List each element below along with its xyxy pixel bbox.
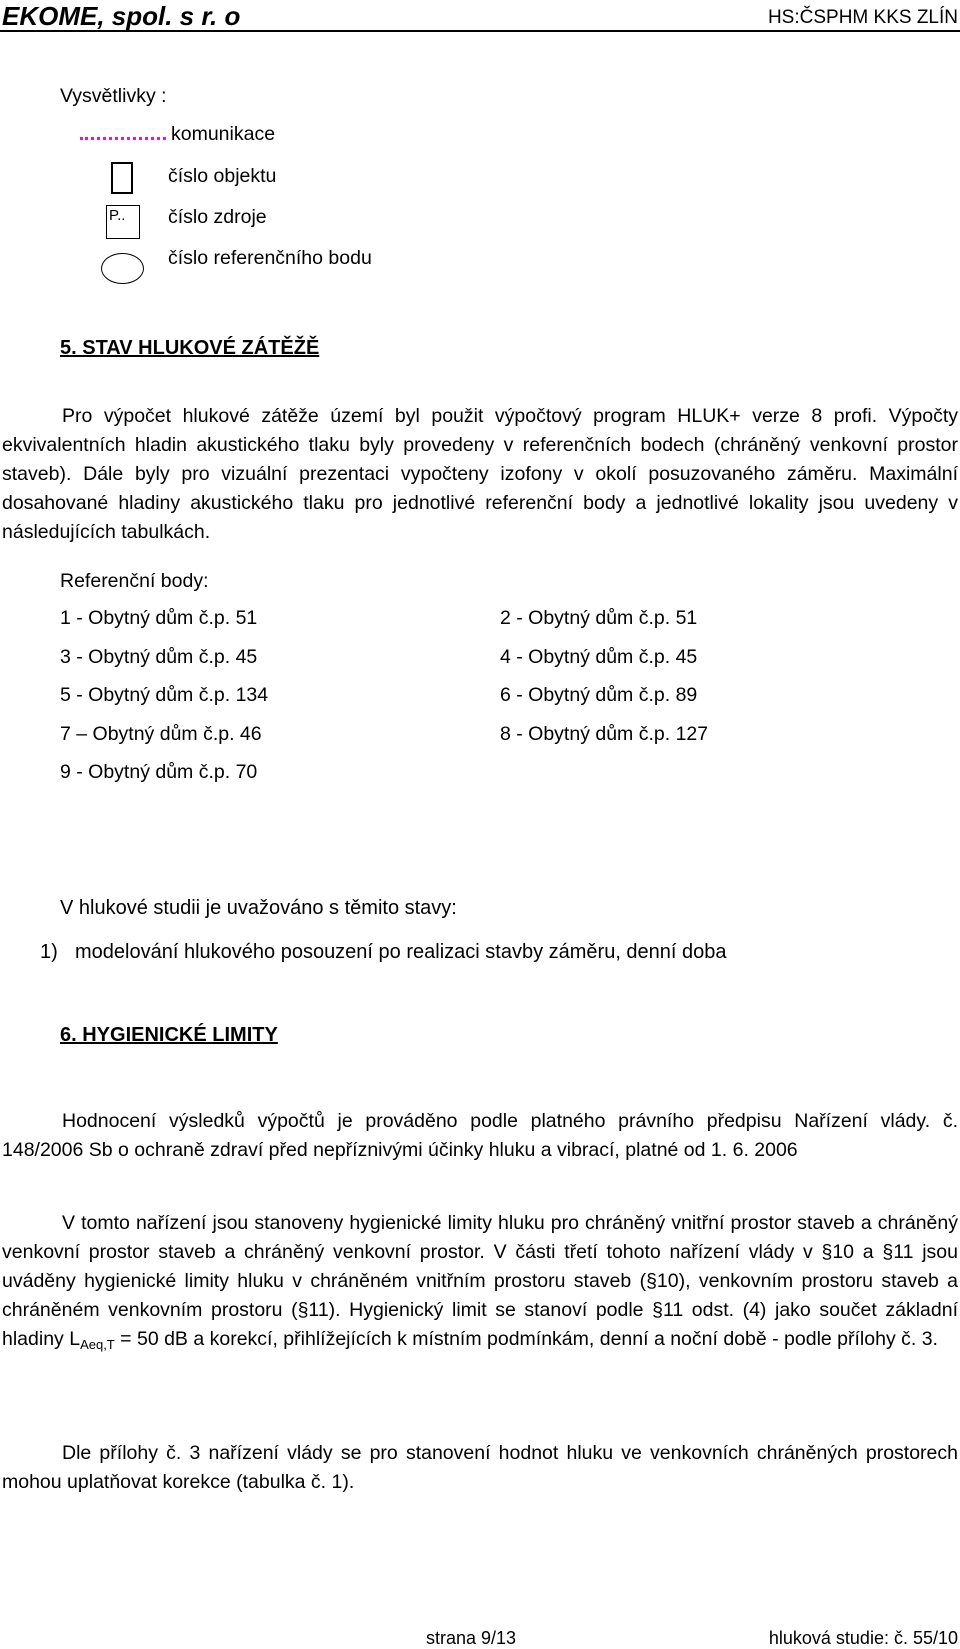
reference-point-1: 1 - Obytný dům č.p. 51: [60, 607, 258, 629]
section-5-heading: 5. STAV HLUKOVÉ ZÁTĚŽĚ: [60, 337, 320, 359]
states-intro: V hlukové studii je uvažováno s těmito stavy:: [60, 897, 457, 919]
project-code: HS:ČSPHM KKS ZLÍN: [767, 7, 958, 28]
legend-title: Vysvětlivky :: [60, 85, 167, 107]
legend-label-object: číslo objektu: [168, 165, 277, 187]
object-number-icon: [111, 162, 133, 194]
source-number-icon: P..: [106, 205, 140, 239]
legend-label-communication: komunikace: [171, 123, 276, 145]
section-6-heading: 6. HYGIENICKÉ LIMITY: [60, 1024, 278, 1046]
reference-point-3: 3 - Obytný dům č.p. 45: [60, 646, 258, 668]
communication-line-icon: [80, 137, 166, 140]
reference-point-7: 7 – Obytný dům č.p. 46: [60, 723, 262, 745]
page-number: strana 9/13: [426, 1628, 517, 1648]
reference-point-icon: [101, 253, 144, 284]
state-1-text: modelování hlukového posouzení po realizaci stavby záměru, denní doba: [75, 941, 727, 963]
legend-label-source: číslo zdroje: [168, 206, 267, 228]
reference-point-4: 4 - Obytný dům č.p. 45: [500, 646, 698, 668]
section-6-paragraph-3: Dle přílohy č. 3 nařízení vlády se pro stanovení hodnot hluku ve venkovních chráněných prostorech mohou uplatňovat korekce (tabulka č. 1).: [2, 1442, 958, 1493]
section-6-paragraph-1: Hodnocení výsledků výpočtů je prováděno podle platného právního předpisu Nařízení vlády. č. 148/2006 Sb o ochraně zdraví před nepříznivými účinky hluku a vibrací, platné od 1. 6. 2006: [2, 1110, 958, 1161]
section-6-paragraph-2: V tomto nařízení jsou stanoveny hygienické limity hluku pro chráněný vnitřní prostor staveb a chráněný venkovní prostor staveb a chráněný venkovní prostor. V části třetí tohoto nařízení vlády v §10 a §11 jsou uváděny hygienické limity hluku v chráněném vnitřním prostoru staveb (§10), venkovním prostoru staveb a chráněném venkovním prostoru (§11). Hygienický limit se stanoví podle §11 odst. (4) jako součet základní hladiny $L_{Aeq,T} = 50$ dB a korekcí, přihlížejících k místním podmínkám, denní a noční době - podle přílohy č. 3.: [2, 1212, 958, 1352]
reference-point-9: 9 - Obytný dům č.p. 70: [60, 761, 258, 783]
company-name: EKOME, spol. s r. o: [2, 1, 241, 31]
section-5-paragraph: Pro výpočet hlukové zátěže území byl použit výpočtový program HLUK+ verze 8 profi. Výpočty ekvivalentních hladin akustického tlaku byly provedeny v referenčních bodech (chráněný venkovní prostor staveb). Dále byly pro vizuální prezentaci vypočteny izofony v okolí posuzovaného záměru. Maximální dosahované hladiny akustického tlaku pro jednotlivé referenční body a jednotlivé lokality jsou uvedeny v následujících tabulkách.: [2, 405, 958, 543]
legend-label-reference: číslo referenčního bodu: [168, 247, 372, 269]
reference-point-5: 5 - Obytný dům č.p. 134: [60, 684, 269, 706]
reference-point-8: 8 - Obytný dům č.p. 127: [500, 723, 709, 745]
study-number: hluková studie: č. 55/10: [768, 1628, 958, 1648]
reference-point-6: 6 - Obytný dům č.p. 89: [500, 684, 698, 706]
state-1-number: 1): [40, 941, 58, 963]
reference-point-2: 2 - Obytný dům č.p. 51: [500, 607, 698, 629]
page-header: [0, 0, 960, 32]
reference-points-title: Referenční body:: [60, 570, 209, 592]
